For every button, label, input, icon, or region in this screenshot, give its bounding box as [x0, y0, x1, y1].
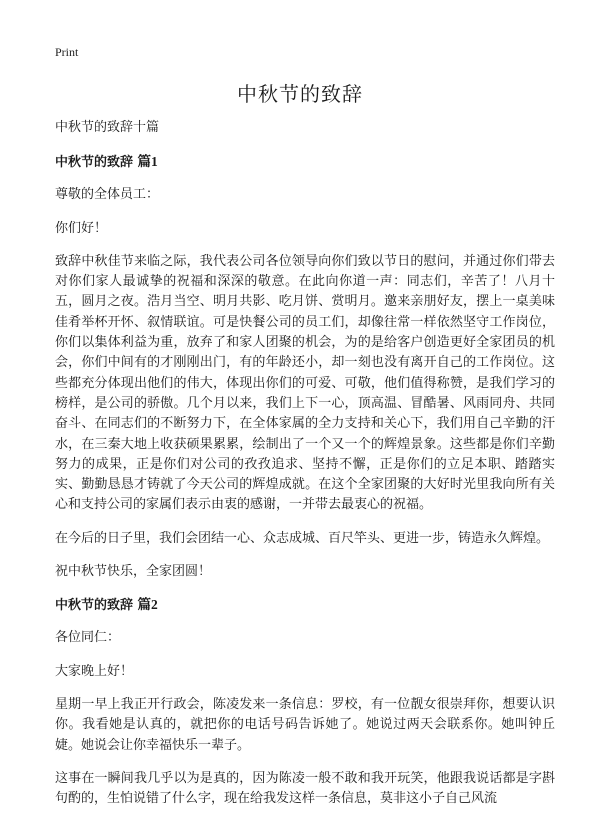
document-title: 中秋节的致辞: [237, 82, 363, 106]
greeting: 大家晚上好！: [55, 663, 134, 679]
section-heading-text: 中秋节的致辞: [55, 155, 134, 171]
section-heading-2: [55, 595, 555, 616]
closing-line: 祝中秋节快乐，全家团圆！: [55, 564, 212, 580]
print-label: Print: [55, 45, 79, 59]
body-paragraph: 星期一早上我正开行政会，陈凌发来一条信息：罗校，有一位靓女很崇拜你，想要认识你。我看她是认真的，就把你的电话号码告诉她了。她说过两天会联系你。她叫钟丘婕。她说会让你幸福快乐一辈子。: [55, 696, 555, 753]
body-paragraph: 这事在一瞬间我几乎以为是真的，因为陈凌一般不敢和我开玩笑，他跟我说话都是字斟句酌的，生怕说错了什么字，现在给我发这样一条信息，莫非这小子自己风流: [55, 770, 555, 807]
salutation: 尊敬的全体员工：: [55, 187, 160, 203]
body-paragraph: 在今后的日子里，我们会团结一心、众志成城、百尺竿头、更进一步，铸造永久辉煌。: [55, 530, 550, 546]
body-paragraph: 致辞中秋佳节来临之际，我代表公司各位领导向你们致以节日的慰问，并通过你们带去对你们家人最诚挚的祝福和深深的敬意。在此向你道一声：同志们，辛苦了！八月十五，圆月之夜。浩月当空、明月共影、吃月饼、赏明月。邀来亲朋好友，摆上一桌美味佳肴举杯开怀、叙情联谊。可是快餐公司的员工们，却像往常一样依然坚守工作岗位，你们以集体利益为重，放弃了和家人团聚的机会，为的是给客户创造更好全家团员的机会，你们中间有的才刚刚出门，有的年龄还小，却一刻也没有离开自己的工作岗位。这些都充分体现出他们的伟大，体现出你们的可爱、可敬，他们值得称赞，是我们学习的榜样，是公司的骄傲。几个月以来，我们上下一心，顶高温、冒酷暑、风雨同舟、共同奋斗、在同志们的不断努力下，在全体家属的全力支持和关心下，我们用自己辛勤的汗水，在三秦大地上收获硕果累累，绘制出了一个又一个的辉煌景象。这些都是你们辛勤努力的成果，正是你们对公司的孜孜追求、坚持不懈，正是你们的立足本职、踏踏实实、勤勤恳恳才铸就了今天公司的辉煌成就。在这个全家团聚的大好时光里我向所有关心和支持公司的家属们表示由衷的感谢，一并带去最衷心的祝福。: [55, 253, 555, 513]
salutation: 各位同仁：: [55, 630, 121, 646]
document-subtitle: 中秋节的致辞十篇: [55, 120, 160, 135]
section-heading-number: 篇2: [137, 597, 158, 613]
greeting: 你们好！: [55, 220, 108, 236]
section-heading-1: [55, 152, 555, 173]
document-body: [55, 118, 555, 822]
section-heading-text: 中秋节的致辞: [55, 598, 134, 614]
section-heading-number: 篇1: [137, 154, 158, 170]
